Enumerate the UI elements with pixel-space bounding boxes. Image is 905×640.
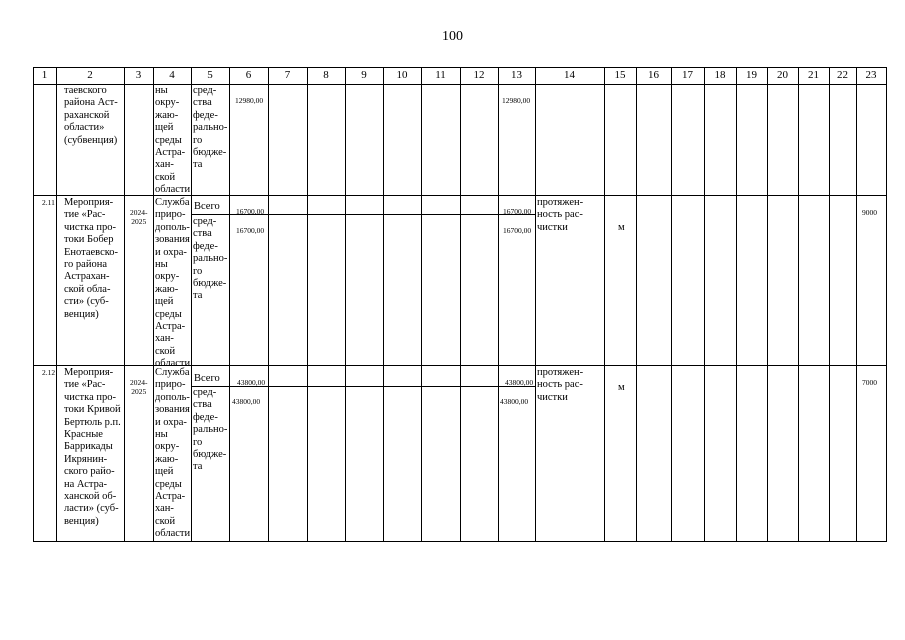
- column-divider: [56, 67, 57, 542]
- row-unit: м: [618, 382, 625, 393]
- column-header: 15: [614, 69, 626, 81]
- column-divider: [307, 67, 308, 542]
- column-header: 20: [777, 69, 788, 81]
- row-executor: Служба приро- дополь- зования и охра- ны окру- жаю- щей среды Астра- хан- ской области: [155, 367, 191, 540]
- col13-value: 12980,00: [502, 96, 531, 105]
- column-divider: [191, 67, 192, 542]
- column-header: 17: [682, 69, 693, 81]
- column-divider: [383, 67, 384, 542]
- column-divider: [736, 67, 737, 542]
- funding-source-label: сред- ства феде- рально- го бюдже- та: [193, 216, 228, 302]
- column-divider: [856, 67, 857, 542]
- column-header: 12: [473, 69, 485, 81]
- column-divider: [421, 67, 422, 542]
- column-divider: [767, 67, 768, 542]
- col6-value: 12980,00: [235, 96, 264, 105]
- col13-value: 16700,00: [503, 226, 532, 235]
- row-name: таевского района Аст- раханской области» (субвенция): [64, 85, 118, 146]
- column-header: 8: [323, 69, 329, 81]
- column-divider: [704, 67, 705, 542]
- row-unit: м: [618, 222, 625, 233]
- column-header: 1: [41, 69, 48, 81]
- row-id: 2.12: [42, 368, 56, 377]
- column-divider: [33, 67, 34, 542]
- column-divider: [229, 67, 230, 542]
- column-header: 10: [396, 69, 408, 81]
- column-header: 9: [361, 69, 367, 81]
- col23-value: 9000: [862, 208, 877, 217]
- column-divider: [460, 67, 461, 542]
- column-header: 23: [865, 69, 877, 81]
- column-divider: [604, 67, 605, 542]
- column-header: 18: [714, 69, 726, 81]
- column-divider: [798, 67, 799, 542]
- col13-value: 16700,00: [503, 207, 532, 216]
- column-divider: [345, 67, 346, 542]
- column-divider: [886, 67, 887, 542]
- col13-value: 43800,00: [500, 397, 529, 406]
- col6-value: 16700,00: [236, 207, 265, 216]
- row-indicator: протяжен- ность рас- чистки: [537, 197, 584, 233]
- column-header: 14: [564, 69, 575, 81]
- funding-source-label: Всего: [194, 201, 220, 212]
- funding-source-label: сред- ства феде- рально- го бюдже- та: [193, 85, 228, 171]
- row-executor: ны окру- жаю- щей среды Астра- хан- ской области: [155, 85, 191, 196]
- row-divider: [33, 67, 886, 68]
- column-header: 16: [648, 69, 659, 81]
- column-divider: [829, 67, 830, 542]
- column-header: 2: [87, 69, 93, 81]
- col6-value: 43800,00: [232, 397, 261, 406]
- column-divider: [535, 67, 536, 542]
- column-header: 21: [808, 69, 819, 81]
- column-header: 4: [169, 69, 175, 81]
- column-divider: [124, 67, 125, 542]
- column-header: 19: [746, 69, 757, 81]
- column-header: 6: [245, 69, 252, 81]
- row-years: 2024- 2025: [130, 208, 148, 226]
- col6-value: 16700,00: [236, 226, 265, 235]
- page-number: 100: [442, 29, 463, 44]
- column-header: 3: [135, 69, 142, 81]
- row-name: Мероприя- тие «Рас- чистка про- токи Бобер Енотаевско- го района Астрахан- ской обла- сти» (суб- венция): [64, 197, 119, 320]
- column-header: 11: [435, 69, 446, 81]
- column-divider: [498, 67, 499, 542]
- row-years: 2024- 2025: [130, 378, 148, 396]
- column-header: 5: [207, 69, 213, 81]
- funding-source-label: сред- ства феде- рально- го бюдже- та: [193, 387, 228, 473]
- column-header: 7: [284, 69, 291, 81]
- row-indicator: протяжен- ность рас- чистки: [537, 367, 584, 403]
- col23-value: 7000: [862, 378, 877, 387]
- row-executor: Служба приро- дополь- зования и охра- ны окру- жаю- щей среды Астра- хан- ской области: [155, 197, 191, 370]
- funding-source-label: Всего: [194, 373, 220, 384]
- column-divider: [268, 67, 269, 542]
- col6-value: 43800,00: [237, 378, 266, 387]
- column-divider: [153, 67, 154, 542]
- row-name: Мероприя- тие «Рас- чистка про- токи Кривой Бертюль р.п. Красные Баррикады Икрянин- ского райо- на Астра- ханской об- ласти» (суб- венция): [64, 367, 121, 527]
- column-divider: [671, 67, 672, 542]
- row-id: 2.11: [42, 198, 55, 207]
- column-header: 13: [511, 69, 522, 81]
- row-divider: [33, 541, 886, 542]
- col13-value: 43800,00: [505, 378, 534, 387]
- column-divider: [636, 67, 637, 542]
- column-header: 22: [837, 69, 848, 81]
